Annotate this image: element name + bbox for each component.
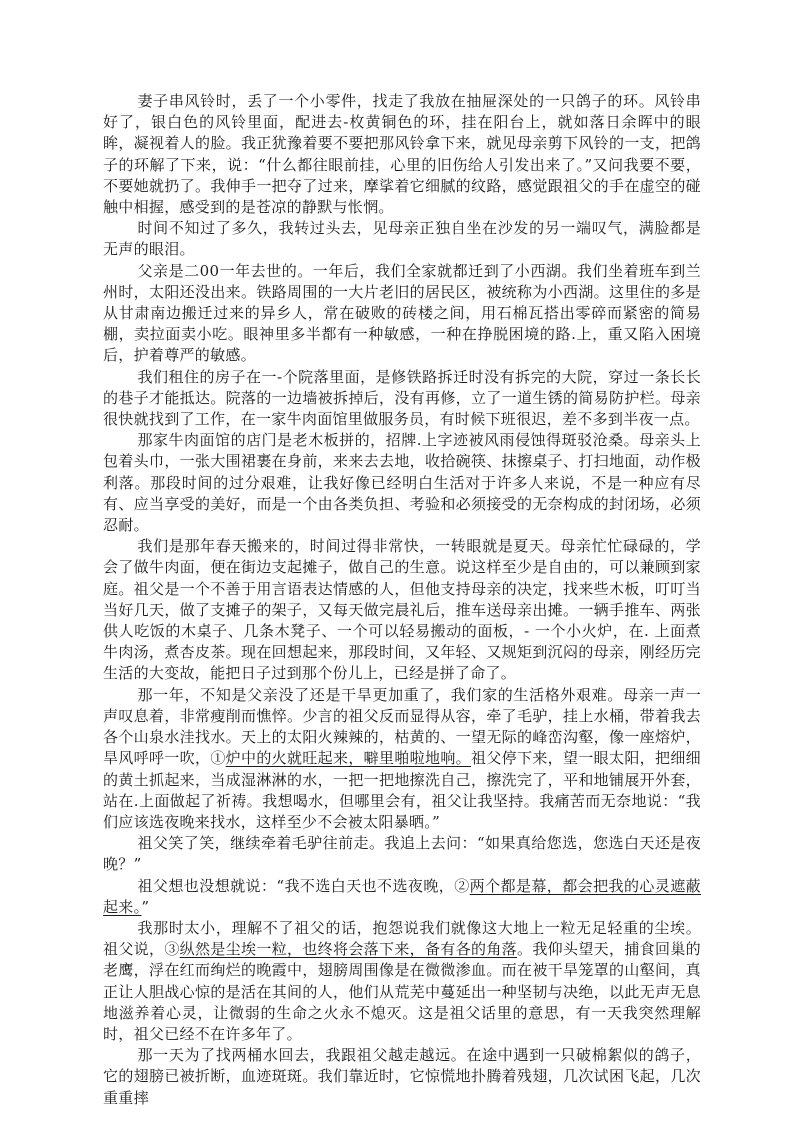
- paragraph-8: [103, 833, 701, 875]
- text-run: 祖父想也没想就说：“我不选白天也不选夜晚，②: [137, 876, 470, 895]
- underlined-sentence: 炉中的火就旺起来，噼里啪啦地响。: [225, 749, 472, 768]
- paragraph-7: [103, 685, 701, 833]
- text-run: 那家牛肉面馆的店门是老木板拼的，招牌.上字迹被风雨侵蚀得斑驳沧桑。母亲头上包着头巾，一张大围裙裹在身前，来来去去地，收拾碗筷、抹擦桌子、打扫地面，动作极利落。那段时间的过分艰难，让我好像已经明白生活对于许多人来说，不是一种应有尽有、应当享受的美好，而是一个由各类负担、考验和必须接受的无奈构成的封闭场，必须忍耐。: [103, 431, 701, 535]
- text-run: 我那时太小，理解不了祖父的话，抱怨说我们就像这大地上一粒无足轻重的尘埃。祖父说，③: [103, 918, 701, 959]
- underlined-sentence: 纵然是尘埃一粒，也终将会落下来，备有各的角落: [179, 940, 518, 959]
- text-run: ”: [141, 897, 150, 916]
- text-run: 时间不知过了多久，我转过头去，见母亲正独自坐在沙发的另一端叹气，满脸都是无声的眼泪。: [103, 219, 701, 259]
- underlined-sentence: 两个都是幕，都会把我的心灵遮蔽起来。: [103, 876, 701, 916]
- passage-body: [103, 91, 701, 1109]
- paragraph-1: [103, 91, 701, 218]
- paragraph-9: [103, 876, 701, 918]
- paragraph-10: [103, 918, 701, 1045]
- text-run: 父亲是二00一年去世的。一年后，我们全家就都迁到了小西湖。我们坐着班车到兰州时，太阳还没出来。铁路周围的一大片老旧的居民区，被统称为小西湖。这里住的多是从甘肃南边搬迁过来的异乡人，常在破败的砖楼之间，用石棉瓦搭出零碎而紧密的简易棚，卖拉面卖小吃。眼神里多半都有一种敏感，一种在挣脱困境的路.上，重又陷入困境后，护着尊严的敏感。: [103, 261, 701, 365]
- text-run: 。我仰头望天，捕食回巢的老鹰，浮在红而绚烂的晚霞中，翅膀周围像是在微微渗血。而在被干旱笼罩的山壑间，真正让人胆战心惊的是活在其间的人，他们从荒芜中蔓延出一种坚韧与决绝，以此无声无息地滋养着心灵，让微弱的生命之火永不熄灭。这是祖父话里的意思，有一天我突然理解时，祖父已经不在许多年了。: [103, 940, 701, 1043]
- text-run: 我们租住的房子在一-个院落里面，是修铁路拆迁时没有拆完的大院，穿过一条长长的巷子才能抵达。院落的一边墙被拆掉后，没有再修，立了一道生锈的简易防护栏。母亲很快就找到了工作，在一家牛肉面馆里做服务员，有时候下班很迟，差不多到半夜一点。: [103, 367, 701, 429]
- paragraph-2: [103, 218, 701, 260]
- paragraph-5: [103, 430, 701, 536]
- text-run: 那一年，不知是父亲没了还是干旱更加重了，我们家的生活格外艰难。母亲一声一声叹息着，非常瘦削而憔悴。少言的祖父反而显得从容，牵了毛驴，挂上水桶，带着我去各个山泉水洼找水。天上的太阳火辣辣的，枯黄的、一望无际的峰峦沟壑，像一座熔炉，旱风呼呼一吹，①: [103, 685, 701, 768]
- text-run: 祖父停下来，望一眼太阳，把细细的黄土抓起来，当成湿淋淋的水，一把一把地擦洗自己，擦洗完了，平和地铺展开外套，站在.上面做起了祈祷。我想喝水，但哪里会有，祖父让我坚持。我痛苦而无奈地说：“我们应该选夜晚来找水，这样至少不会被太阳暴晒。”: [103, 749, 701, 831]
- text-run: 妻子串风铃时，丢了一个小零件，找走了我放在抽屉深处的一只鸽子的环。风铃串好了，银白色的风铃里面，配进去-枚黄铜色的环，挂在阳台上，就如落日余晖中的眼眸，凝视着人的脸。我正犹豫着要不要把那风铃拿下来，就见母亲剪下风铃的一支，把鸽子的环解了下来，说：“什么都往眼前挂，心里的旧伤给人引发出来了。”又问我要不要，不要她就扔了。我伸手一把夺了过来，摩挲着它细腻的纹路，感觉跟祖父的手在虚空的碰触中相握，感受到的是苍凉的静默与怅惘。: [103, 92, 701, 217]
- paragraph-6: [103, 536, 701, 684]
- text-run: 我们是那年春天搬来的，时间过得非常快，一转眼就是夏天。母亲忙忙碌碌的，学会了做牛肉面，便在街边支起摊子，做自己的生意。说这样至少是自由的，可以兼顾到家庭。祖父是一个不善于用言语表达情感的人，但他支持母亲的决定，找来些木板，叮叮当当好几天，做了支摊子的架子，又每天做完晨礼后，推车送母亲出摊。一辆手推车、两张供人吃饭的木桌子、几条木凳子、一个可以轻易搬动的面板，- 一个小火炉，在. 上面煮牛肉汤，煮杏皮茶。现在回想起来，那段时间，又年轻、又规矩到沉闷的母亲，刚经历完生活的大变故，能把日子过到那个份儿上，已经是拼了命了。: [103, 537, 701, 683]
- paragraph-11: [103, 1045, 701, 1109]
- paragraph-3: [103, 261, 701, 367]
- text-run: 那一天为了找两桶水回去，我跟祖父越走越远。在途中遇到一只破棉絮似的鸽子，它的翅膀已被折断，血迹斑斑。我们靠近时，它惊慌地扑腾着残翅，几次试困飞起，几次重重摔: [103, 1046, 701, 1107]
- text-run: 祖父笑了笑，继续牵着毛驴往前走。我追上去问：“如果真给您选，您选白天还是夜晚？”: [103, 834, 701, 874]
- paragraph-4: [103, 367, 701, 431]
